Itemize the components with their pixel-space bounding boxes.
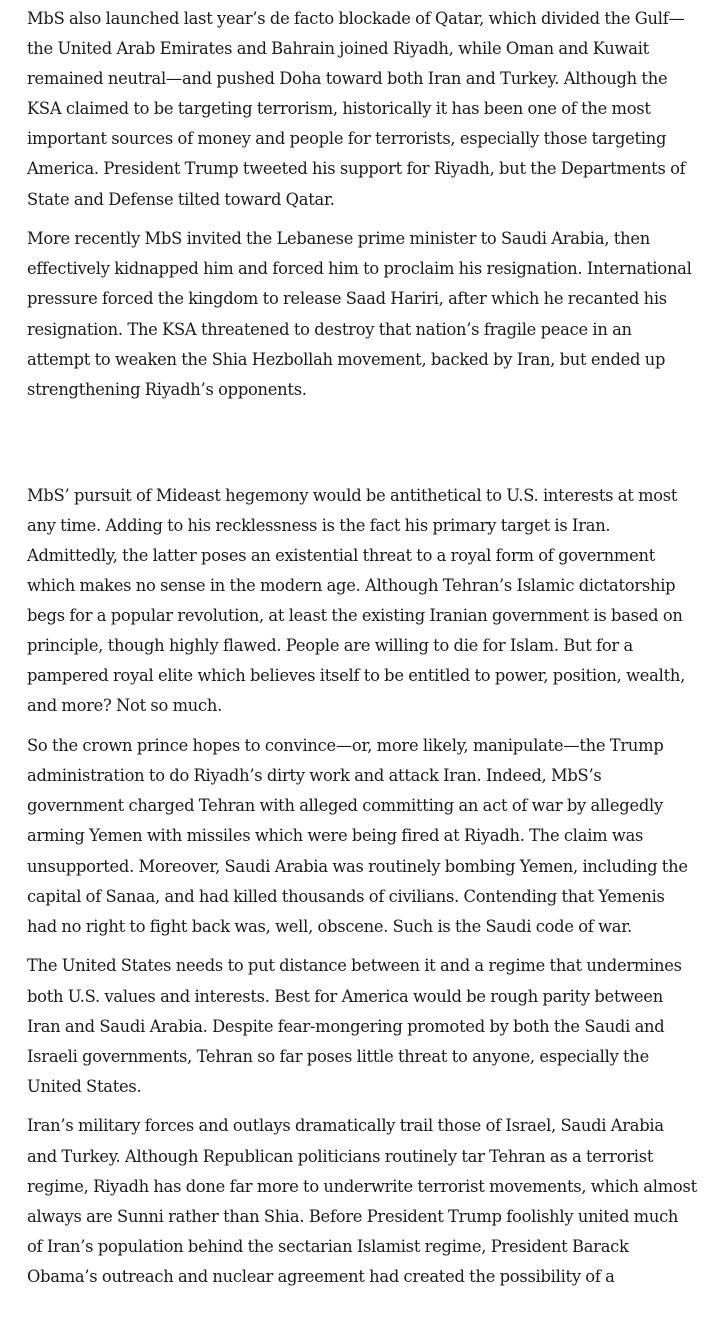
paragraph-iran-military: Iran’s military forces and outlays dramatically trail those of Israel, Saudi Arabia and Turkey. Although Republican politicians routinely tar Tehran as a terrorist regime, Riyadh has done far more to underwrite terrorist movements, which almost always are Sunni rather than Shia. Before President Trump foolishly united much of Iran’s population behind the sectarian Islamist regime, President Barack Obama’s outreach and nuclear agreement had created the possibility of a (27, 1116, 697, 1286)
paragraph-lebanon-hariri: More recently MbS invited the Lebanese prime minister to Saudi Arabia, then effectively kidnapped him and forced him to proclaim his resignation. International pressure forced the kingdom to release Saad Hariri, after which he recanted his resignation. The KSA threatened to destroy that nation’s fragile peace in an attempt to weaken the Shia Hezbollah movement, backed by Iran, but ended up strengthening Riyadh’s opponents. (27, 229, 692, 399)
paragraph-qatar-blockade: MbS also launched last year’s de facto blockade of Qatar, which divided the Gulf—the United Arab Emirates and Bahrain joined Riyadh, while Oman and Kuwait remained neutral—and pushed Doha toward both Iran and Turkey. Although the KSA claimed to be targeting terrorism, historically it has been one of the most important sources of money and people for terrorists, especially those targeting America. President Trump tweeted his support for Riyadh, but the Departments of State and Defense tilted toward Qatar. (27, 9, 686, 209)
paragraph-trump-iran: So the crown prince hopes to convince—or, more likely, manipulate—the Trump administration to do Riyadh’s dirty work and attack Iran. Indeed, MbS’s government charged Tehran with alleged committing an act of war by allegedly arming Yemen with missiles which were being fired at Riyadh. The claim was unsupported. Moreover, Saudi Arabia was routinely bombing Yemen, including the capital of Sanaa, and had killed thousands of civilians. Contending that Yemenis had no right to fight back was, well, obscene. Such is the Saudi code of war. (27, 736, 688, 936)
article-body (27, 4, 697, 1302)
paragraph-us-distance: The United States needs to put distance between it and a regime that undermines both U.S. values and interests. Best for America would be rough parity between Iran and Saudi Arabia. Despite fear-mongering promoted by both the Saudi and Israeli governments, Tehran so far poses little threat to anyone, especially the United States. (27, 956, 682, 1096)
paragraph-mideast-hegemony: MbS’ pursuit of Mideast hegemony would be antithetical to U.S. interests at most any time. Adding to his recklessness is the fact his primary target is Iran. Admittedly, the latter poses an existential threat to a royal form of government which makes no sense in the modern age. Although Tehran’s Islamic dictatorship begs for a popular revolution, at least the existing Iranian government is based on principle, though highly flawed. People are willing to die for Islam. But for a pampered royal elite which believes itself to be entitled to power, position, wealth, and more? Not so much. (27, 485, 686, 716)
